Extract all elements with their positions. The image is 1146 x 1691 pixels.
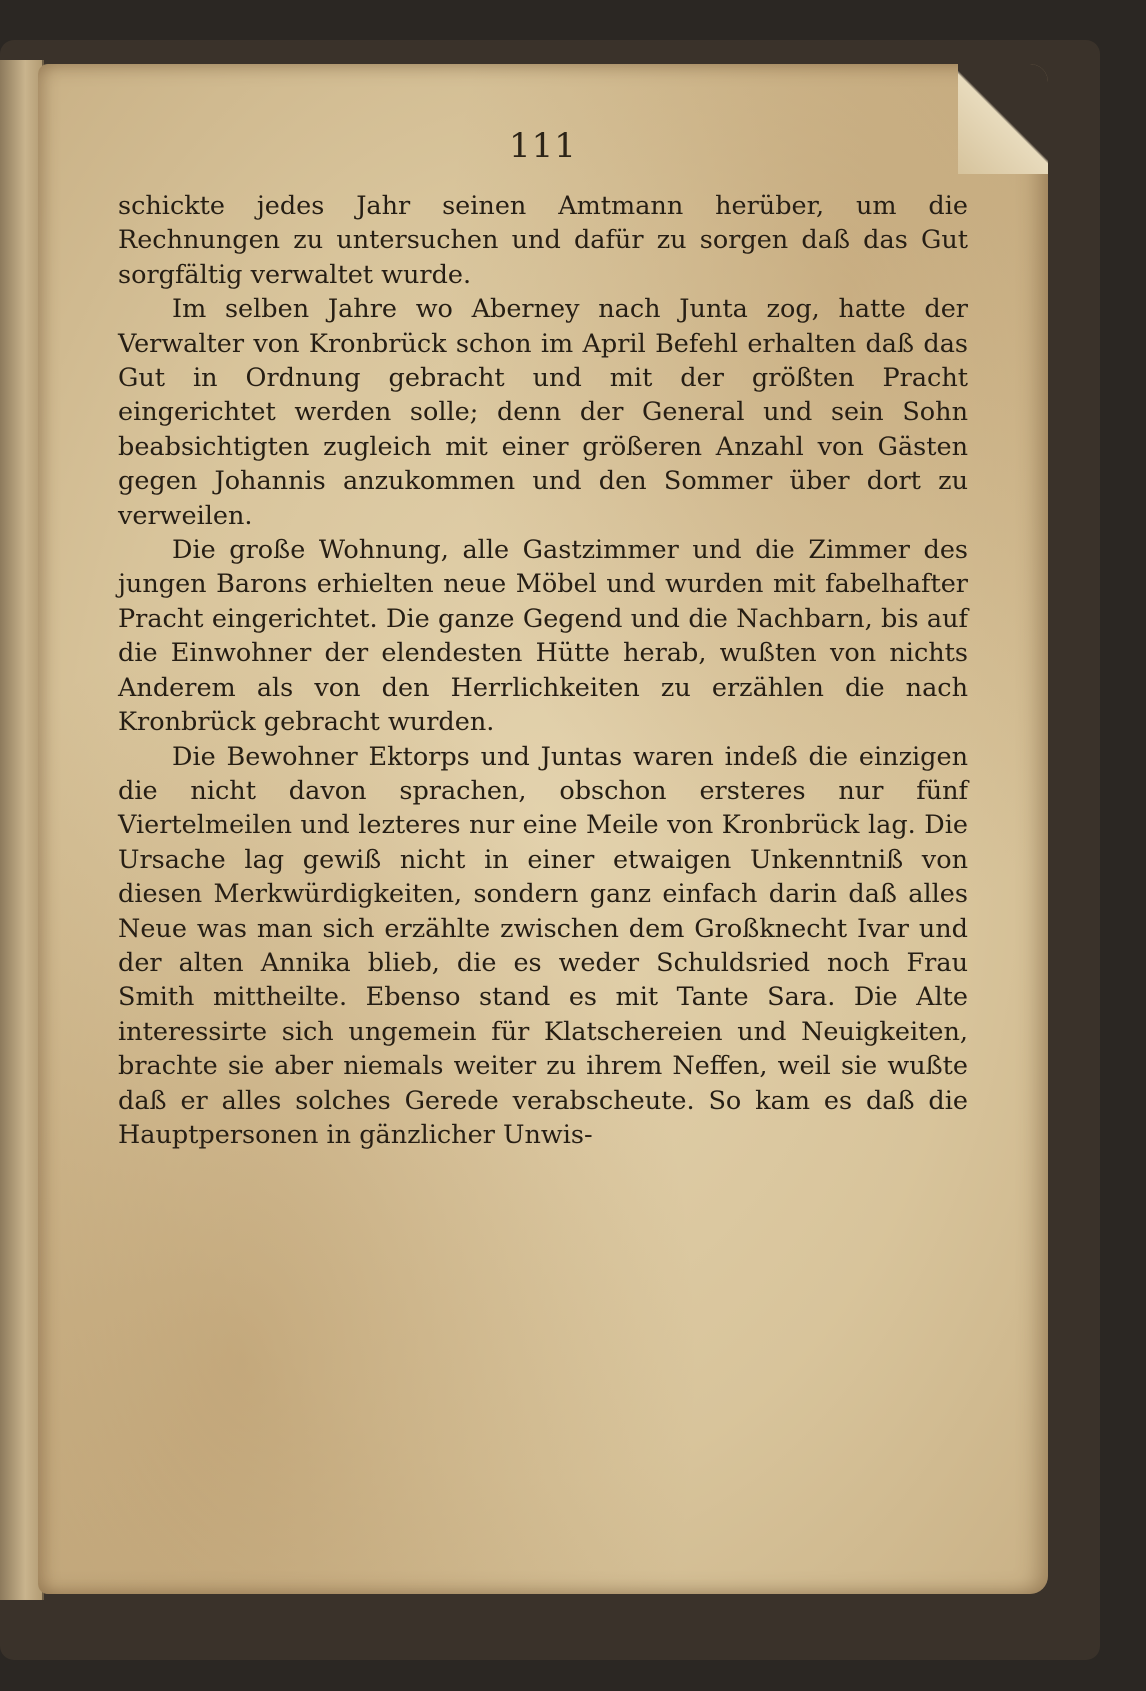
paragraph-4: Die Bewohner Ektorps und Juntas waren indeß die einzigen die nicht davon sprachen, obschon ersteres nur fünf Viertelmeilen und lezteres nur eine Meile von Kronbrück lag. Die Ursache lag gewiß nicht in einer etwaigen Unkenntniß von diesen Merkwürdigkeiten, sondern ganz einfach darin daß alles Neue was man sich erzählte zwischen dem Großknecht Ivar und der alten Annika blieb, die es weder Schuldsried noch Frau Smith mittheilte. Ebenso stand es mit Tante Sara. Die Alte interessirte sich ungemein für Klatschereien und Neuigkeiten, brachte sie aber niemals weiter zu ihrem Neffen, weil sie wußte daß er alles solches Gerede verabscheute. So kam es daß die Hauptpersonen in gänzlicher Unwis- — [118, 741, 968, 1150]
paragraph-2: Im selben Jahre wo Aberney nach Junta zog, hatte der Verwalter von Kronbrück schon im April Befehl erhalten daß das Gut in Ordnung gebracht und mit der größten Pracht eingerichtet werden solle; denn der General und sein Sohn beabsichtigten zugleich mit einer größeren Anzahl von Gästen gegen Johannis anzukommen und den Sommer über dort zu verweilen. — [118, 294, 968, 531]
paragraph-3: Die große Wohnung, alle Gastzimmer und die Zimmer des jungen Barons erhielten neue Möbel und wurden mit fabelhafter Pracht eingerichtet. Die ganze Gegend und die Nachbarn, bis auf die Einwohner der elendesten Hütte herab, wußten von nichts Anderem als von den Herrlichkeiten zu erzählen die nach Kronbrück gebracht wurden. — [118, 535, 968, 738]
page-number: 111 — [509, 126, 577, 166]
book-page — [38, 64, 1048, 1594]
paragraph-1: schickte jedes Jahr seinen Amtmann herüber, um die Rechnungen zu untersuchen und dafür zu sorgen daß das Gut sorgfältig verwaltet wurde. — [118, 191, 968, 290]
page-text — [118, 189, 968, 1152]
